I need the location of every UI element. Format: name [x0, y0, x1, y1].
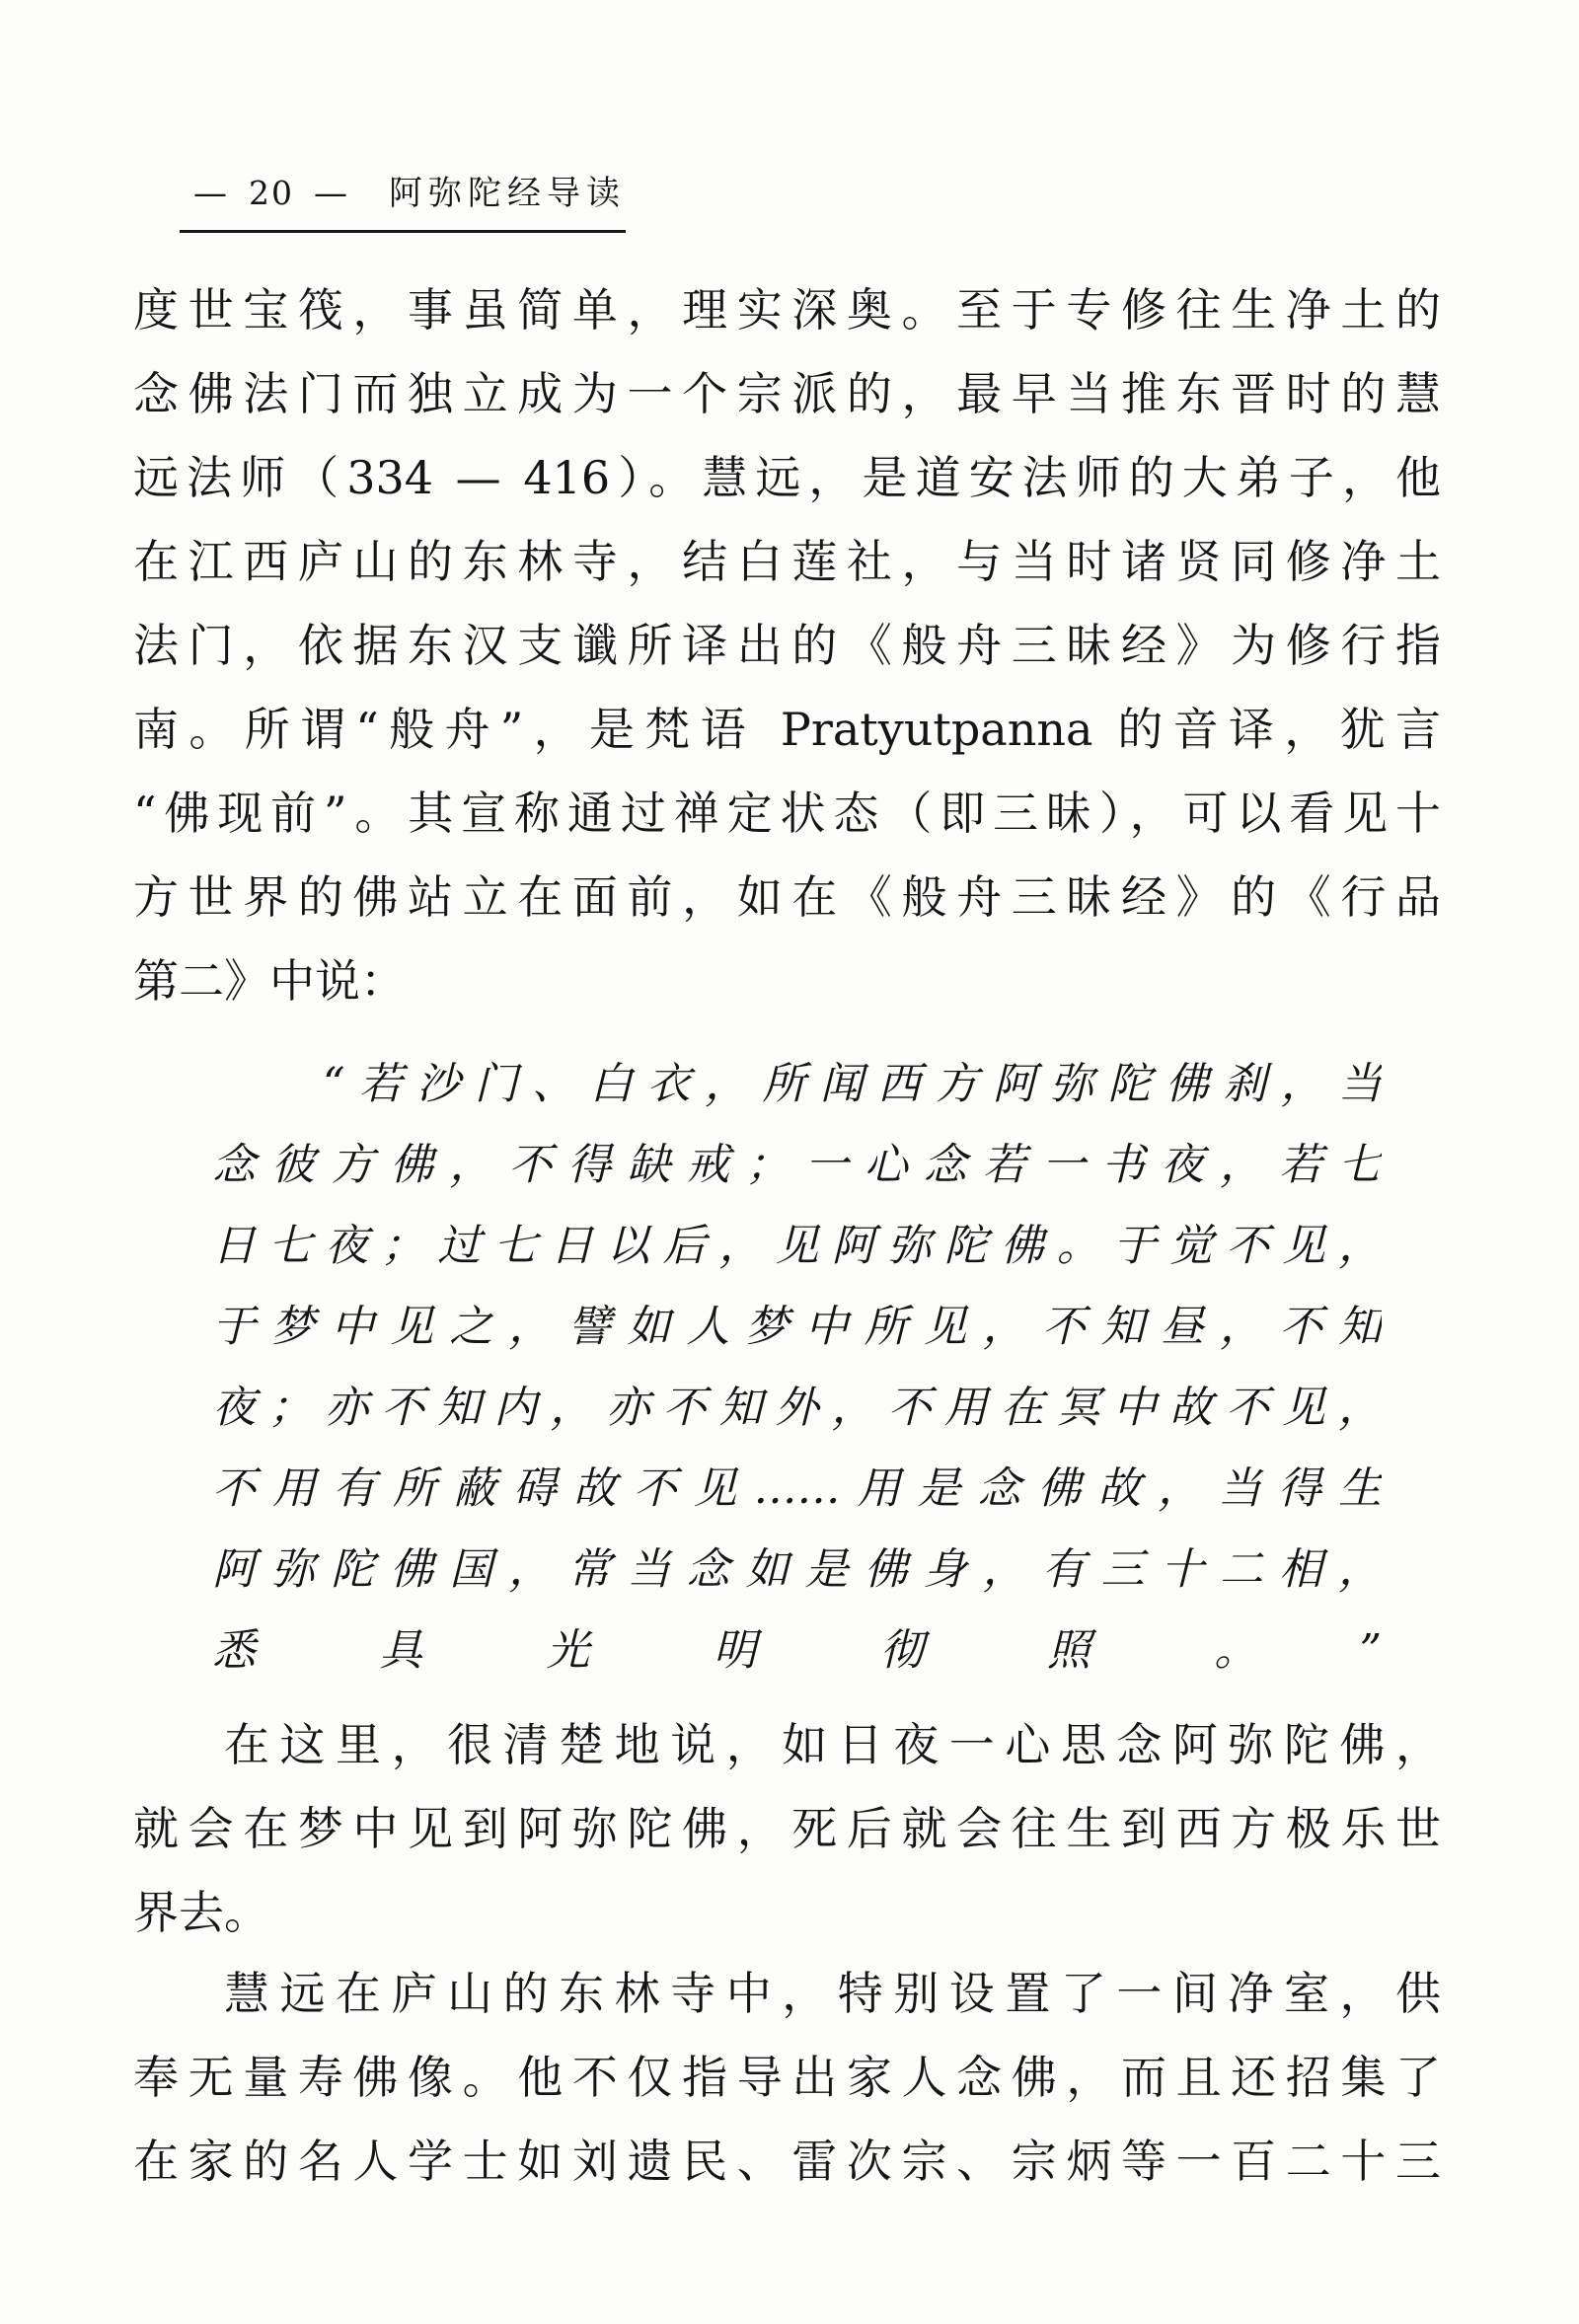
- header-dash-left: —: [193, 174, 229, 213]
- quote-line: 于梦中见之，譬如人梦中所见，不知昼，不知: [212, 1302, 1382, 1352]
- paragraph-2: [133, 1703, 1441, 1955]
- page-number: 20: [249, 174, 294, 212]
- paragraph-1: [133, 268, 1441, 1023]
- text-line: 在这里，很清楚地说，如日夜一心思念阿弥陀佛，: [224, 1718, 1441, 1771]
- text-line: 奉无量寿佛像。他不仅指导出家人念佛，而且还招集了: [133, 2051, 1441, 2104]
- text-line: 南。所谓“般舟”，是梵语 Pratyutpanna 的音译，犹言: [133, 703, 1441, 756]
- text-line: 慧远在庐山的东林寺中，特别设置了一间净室，供: [224, 1967, 1441, 2020]
- text-line: 念佛法门而独立成为一个宗派的，最早当推东晋时的慧: [133, 367, 1441, 420]
- scripture-quote-block: [212, 1044, 1382, 1691]
- text-line: 在江西庐山的东林寺，结白莲社，与当时诸贤同修净土: [133, 535, 1441, 588]
- text-line: 就会在梦中见到阿弥陀佛，死后就会往生到西方极乐世: [133, 1802, 1441, 1855]
- paragraph-3: [133, 1952, 1441, 2204]
- text-line: 度世宝筏，事虽简单，理实深奥。至于专修往生净土的: [133, 283, 1441, 337]
- quote-line: 阿弥陀佛国，常当念如是佛身，有三十二相，: [212, 1544, 1382, 1595]
- quote-line: 念彼方佛，不得缺戒；一心念若一书夜，若七: [212, 1140, 1382, 1190]
- text-line: 远法师（334 — 416）。慧远，是道安法师的大弟子，他: [133, 451, 1441, 504]
- quote-line: “若沙门、白衣，所闻西方阿弥陀佛刹，当: [323, 1059, 1382, 1109]
- text-line: 界去。: [133, 1886, 269, 1939]
- header-dash-right: —: [314, 174, 349, 213]
- quote-line: 不用有所蔽碍故不见……用是念佛故，当得生: [212, 1463, 1382, 1514]
- quote-line: 夜；亦不知内，亦不知外，不用在冥中故不见，: [212, 1383, 1382, 1433]
- running-header: [180, 166, 626, 233]
- text-line: 方世界的佛站立在面前，如在《般舟三昧经》的《行品: [133, 870, 1441, 924]
- quote-line: 悉具光明彻照。”: [212, 1625, 1382, 1676]
- text-line: 第二》中说：: [133, 954, 406, 1008]
- book-title: 阿弥陀经导读: [389, 174, 626, 213]
- quote-line: 日七夜；过七日以后，见阿弥陀佛。于觉不见，: [212, 1221, 1382, 1271]
- text-line: “佛现前”。其宣称通过禅定状态（即三昧），可以看见十: [133, 787, 1441, 840]
- text-line: 法门，依据东汉支谶所译出的《般舟三昧经》为修行指: [133, 619, 1441, 672]
- text-line: 在家的名人学士如刘遗民、雷次宗、宗炳等一百二十三: [133, 2135, 1441, 2188]
